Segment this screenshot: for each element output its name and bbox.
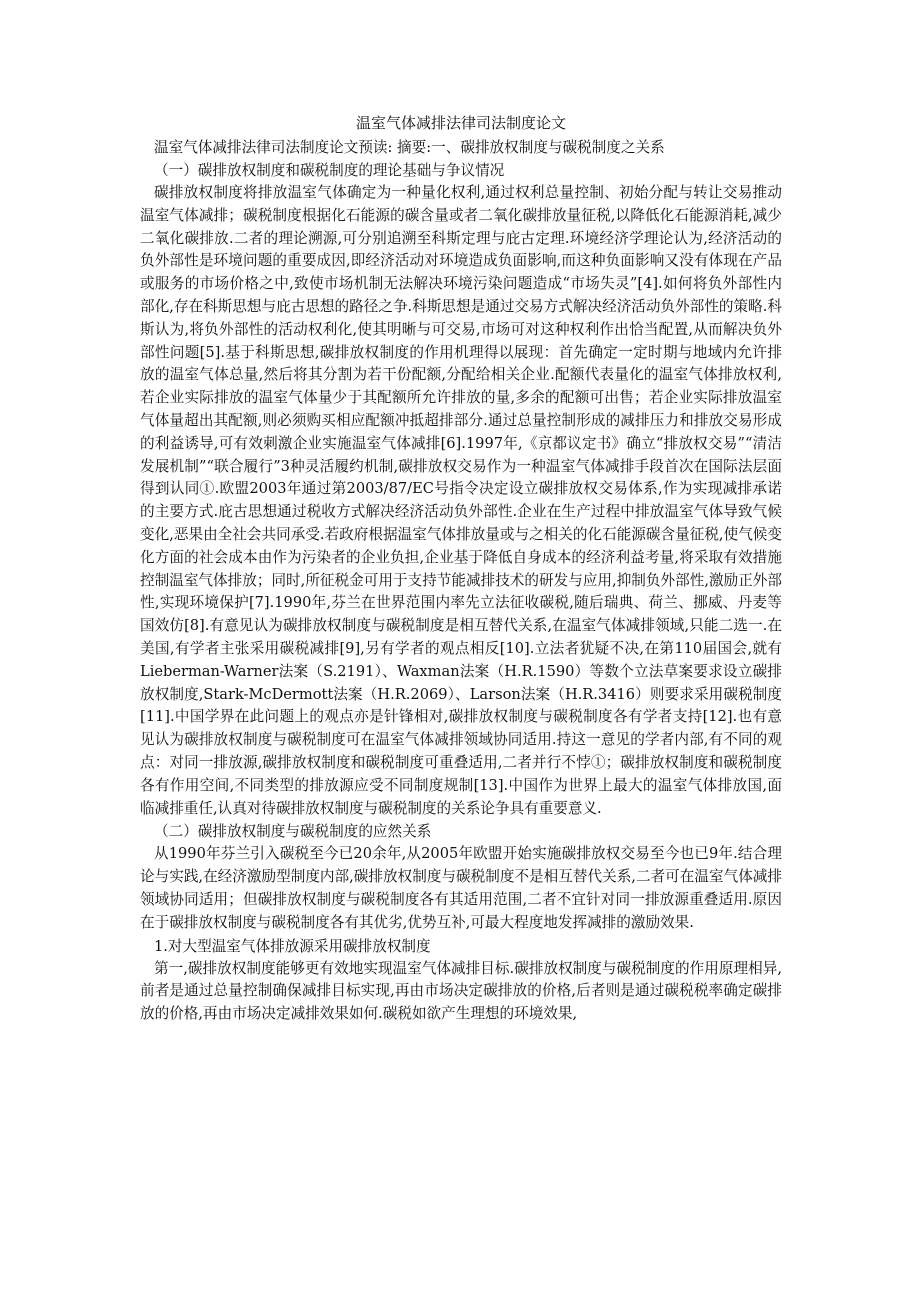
document-page — [140, 112, 782, 1026]
intro-line: 温室气体减排法律司法制度论文预读: 摘要:一、碳排放权制度与碳税制度之关系 — [154, 139, 665, 156]
section-body-2: 从1990年芬兰引入碳税至今已20余年,从2005年欧盟开始实施碳排放权交易至今也已9年.结合理论与实践,在经济激励型制度内部,碳排放权制度与碳税制度不是相互替代关系,二者可在温室气体减排领域协同适用；但碳排放权制度与碳税制度各有其适用范围,二者不宜针对同一排放源重叠适用.原因在于碳排放权制度与碳税制度各有其优劣,优势互补,可最大程度地发挥减排的激励效果. — [140, 845, 782, 931]
document-title: 温室气体减排法律司法制度论文 — [355, 114, 566, 132]
section-body-1: 碳排放权制度将排放温室气体确定为一种量化权利,通过权利总量控制、初始分配与转让交易推动温室气体减排；碳税制度根据化石能源的碳含量或者二氧化碳排放量征税,以降低化石能源消耗,减少二氧化碳排放.二者的理论溯源,可分别追溯至科斯定理与庇古定理.环境经济学理论认为,经济活动的负外部性是环境问题的重要成因,即经济活动对环境造成负面影响,而这种负面影响又没有体现在产品或服务的市场价格之中,致使市场机制无法解决环境污染问题造成“市场失灵”[4].如何将负外部性内部化,存在科斯思想与庇古思想的路径之争.科斯思想是通过交易方式解决经济活动负外部性的策略.科斯认为,将负外部性的活动权利化,使其明晰与可交易,市场可对这种权利作出恰当配置,从而解决负外部性问题[5].基于科斯思想,碳排放权制度的作用机理得以展现：首先确定一定时期与地域内允许排放的温室气体总量,然后将其分割为若干份配额,分配给相关企业.配额代表量化的温室气体排放权利,若企业实际排放的温室气体量少于其配额所允许排放的量,多余的配额可出售；若企业实际排放温室气体量超出其配额,则必须购买相应配额冲抵超排部分.通过总量控制形成的减排压力和排放交易形成的利益诱导,可有效刺激企业实施温室气体减排[6].1997年,《京都议定书》确立“排放权交易”“清洁发展机制”“联合履行”3种灵活履约机制,碳排放权交易作为一种温室气体减排手段首次在国际法层面得到认同①.欧盟2003年通过第2003/87/EC号指令决定设立碳排放权交易体系,作为实现减排承诺的主要方式.庇古思想通过税收方式解决经济活动负外部性.企业在生产过程中排放温室气体导致气候变化,恶果由全社会共同承受.若政府根据温室气体排放量或与之相关的化石能源碳含量征税,使气候变化方面的社会成本由作为污染者的企业负担,企业基于降低自身成本的经济利益考量,将采取有效措施控制温室气体排放；同时,所征税金可用于支持节能减排技术的研发与应用,抑制负外部性,激励正外部性,实现环境保护[7].1990年,芬兰在世界范围内率先立法征收碳税,随后瑞典、荷兰、挪威、丹麦等国效仿[8].有意见认为碳排放权制度与碳税制度是相互替代关系,在温室气体减排领域,只能二选一.在美国,有学者主张采用碳税减排[9],另有学者的观点相反[10].立法者犹疑不决,在第110届国会,就有Lieberman-Warner法案（S.2191）、Waxman法案（H.R.1590）等数个立法草案要求设立碳排放权制度,Stark-McDermott法案（H.R.2069）、Larson法案（H.R.3416）则要求采用碳税制度[11].中国学界在此问题上的观点亦是针锋相对,碳排放权制度与碳税制度各有学者支持[12].也有意见认为碳排放权制度与碳税制度可在温室气体减排领域协同适用.持这一意见的学者内部,有不同的观点：对同一排放源,碳排放权制度和碳税制度可重叠适用,二者并行不悖①；碳排放权制度和碳税制度各有作用空间,不同类型的排放源应受不同制度规制[13].中国作为世界上最大的温室气体排放国,面临减排重任,认真对待碳排放权制度与碳税制度的关系论争具有重要意义. — [140, 184, 782, 817]
section-heading-2: （二）碳排放权制度与碳税制度的应然关系 — [154, 823, 432, 841]
subsection-body-1: 第一,碳排放权制度能够更有效地实现温室气体减排目标.碳排放权制度与碳税制度的作用原理相异,前者是通过总量控制确保减排目标实现,再由市场决定碳排放的价格,后者则是通过碳税税率确定碳排放的价格,再由市场决定减排效果如何.碳税如欲产生理想的环境效果, — [140, 959, 782, 1023]
subsection-heading-1: 1.对大型温室气体排放源采用碳排放权制度 — [154, 937, 431, 955]
section-heading-1: （一）碳排放权制度和碳税制度的理论基础与争议情况 — [154, 162, 505, 179]
